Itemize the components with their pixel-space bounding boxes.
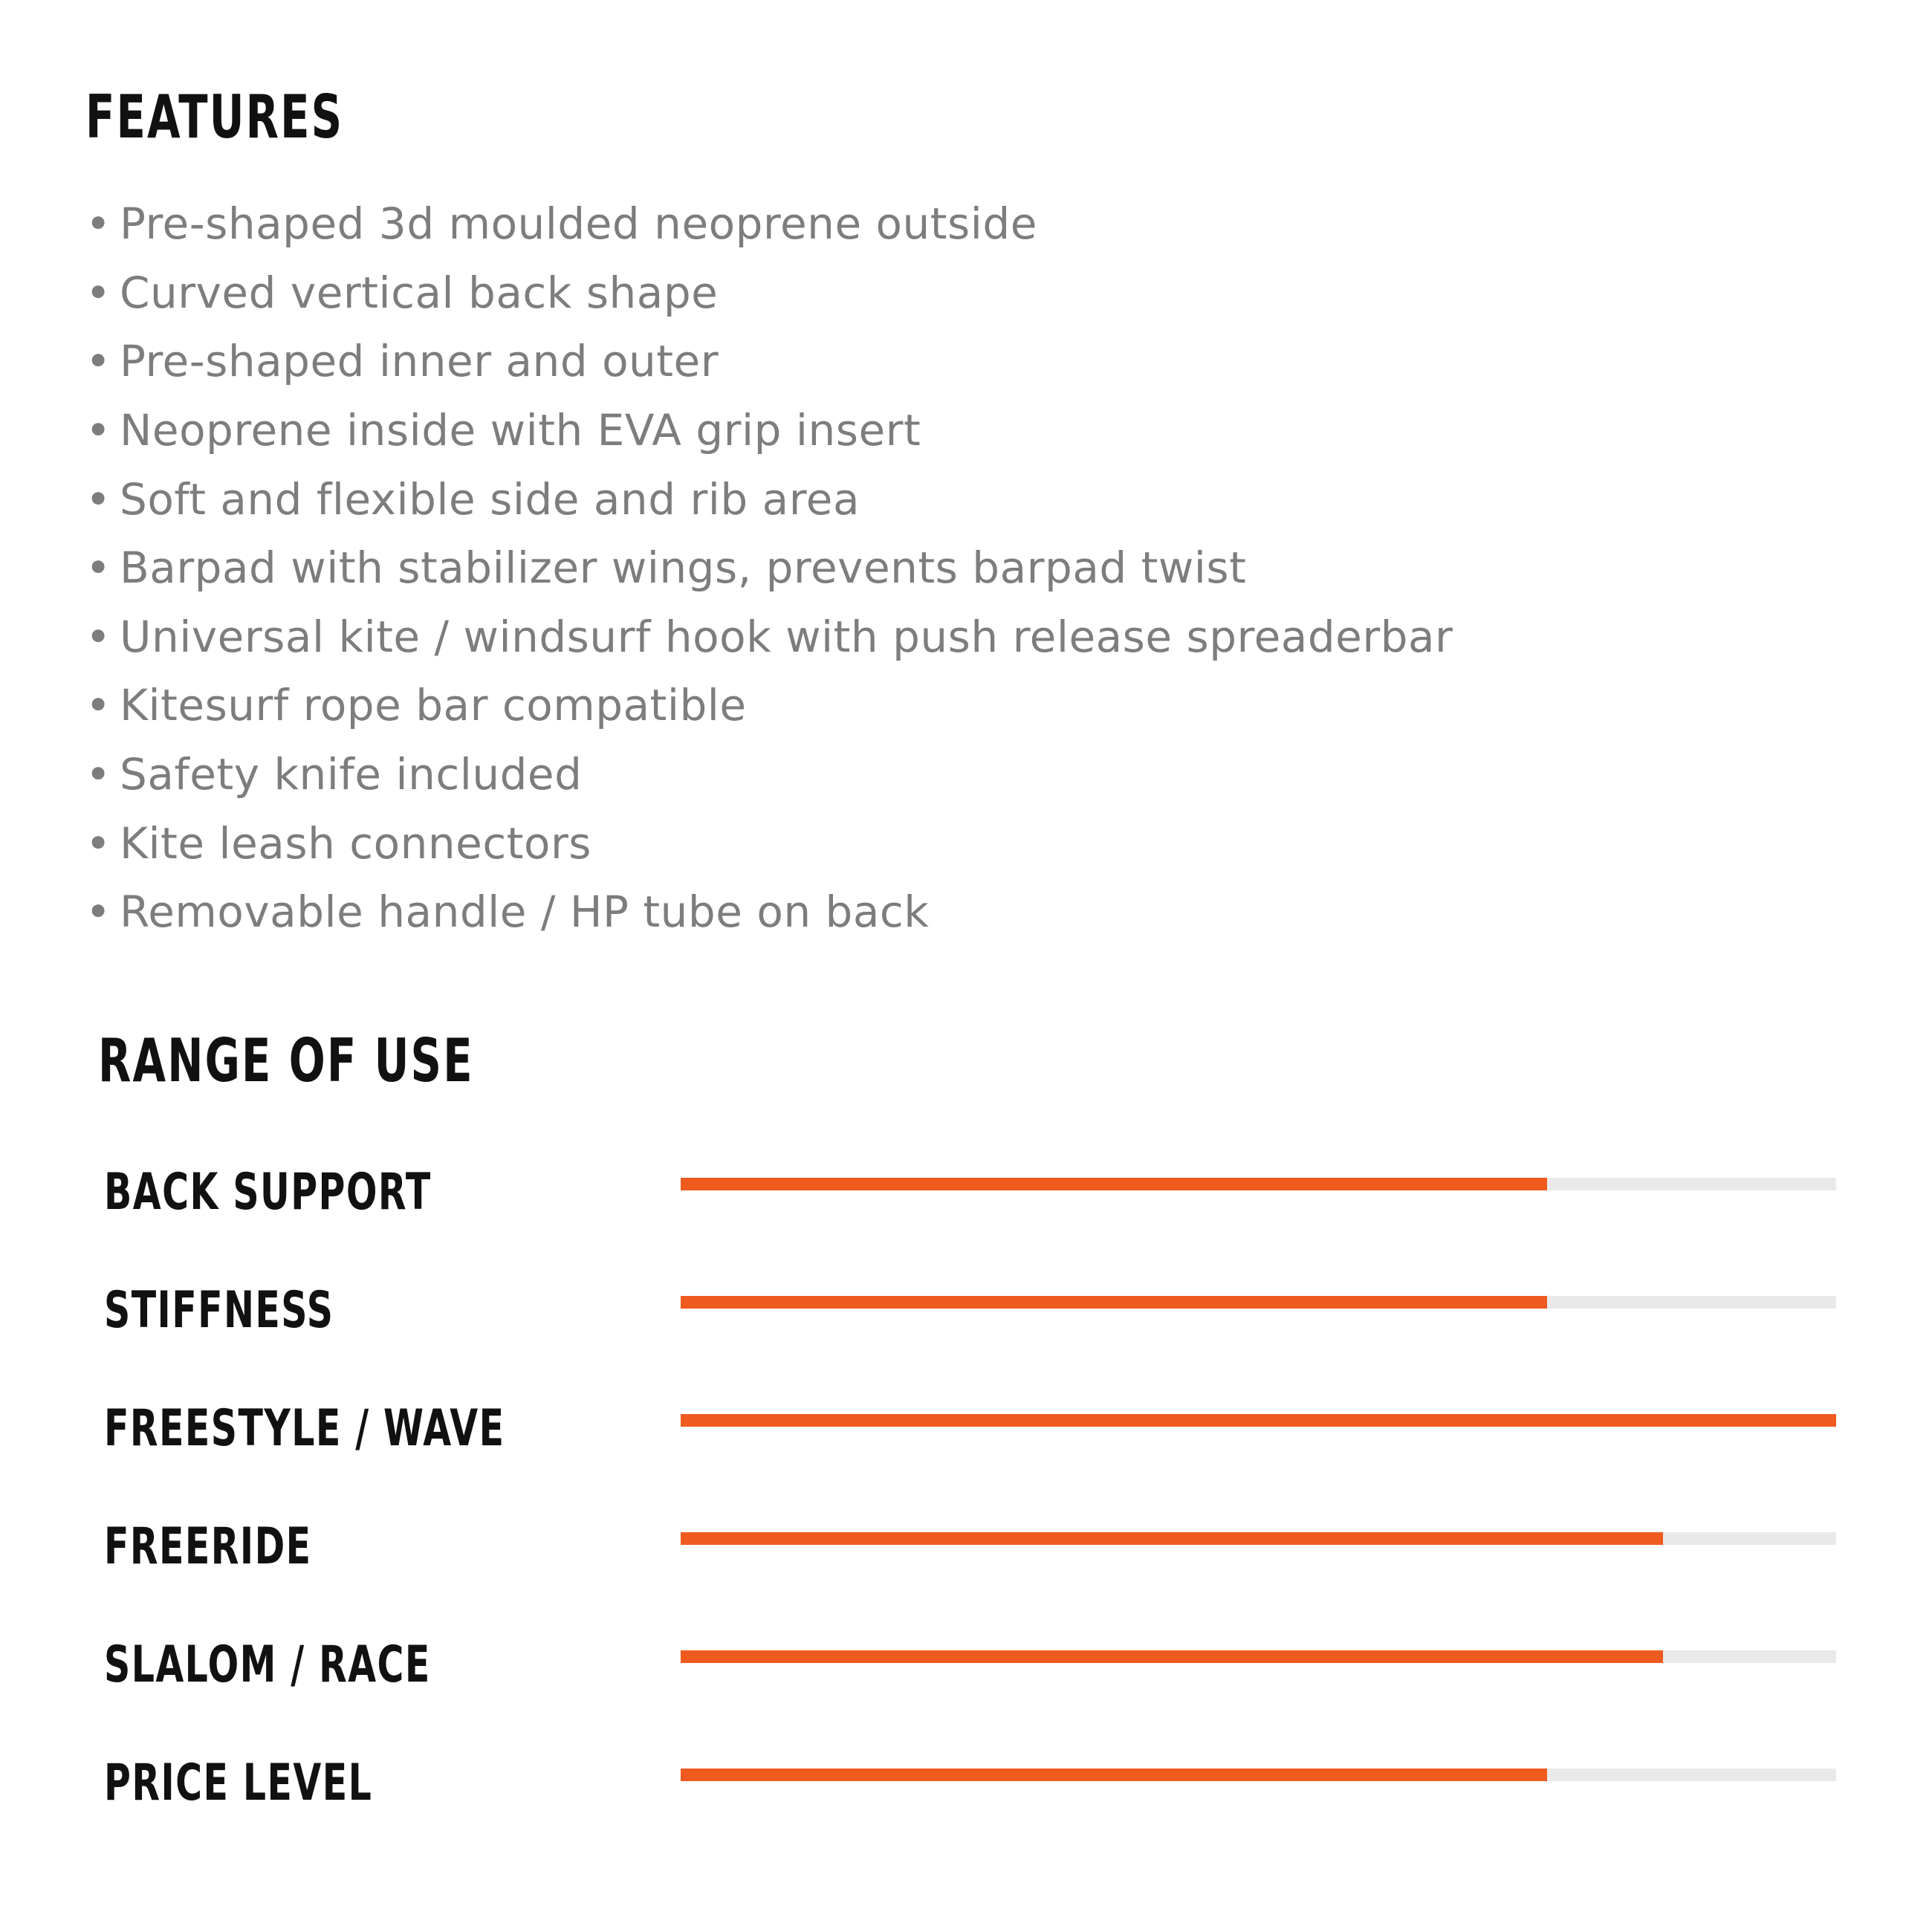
- range-row-freestyle-wave: [0, 1369, 1932, 1488]
- feature-text: Soft and flexible side and rib area: [120, 473, 860, 525]
- range-fill: [681, 1178, 1547, 1190]
- range-fill: [681, 1769, 1547, 1781]
- range-track: [681, 1296, 1836, 1309]
- range-track: [681, 1650, 1836, 1663]
- feature-text: Barpad with stabilizer wings, prevents barpad twist: [120, 542, 1247, 594]
- feature-text: Curved vertical back shape: [120, 267, 719, 318]
- feature-item: [85, 464, 1453, 534]
- feature-item: [85, 878, 1453, 947]
- bullet-icon: •: [85, 473, 111, 525]
- bullet-icon: •: [85, 542, 111, 594]
- bullet-icon: •: [85, 749, 111, 800]
- range-fill: [681, 1650, 1663, 1663]
- bullet-icon: •: [85, 405, 111, 456]
- feature-item: [85, 671, 1453, 740]
- feature-text: Neoprene inside with EVA grip insert: [120, 405, 921, 456]
- range-label: FREESTYLE / WAVE: [104, 1399, 505, 1458]
- feature-item: [85, 259, 1453, 328]
- feature-item: [85, 808, 1453, 878]
- range-fill: [681, 1532, 1663, 1545]
- feature-item: [85, 396, 1453, 465]
- range-row-slalom-race: [0, 1606, 1932, 1724]
- feature-item: [85, 534, 1453, 603]
- range-label: STIFFNESS: [104, 1281, 334, 1340]
- range-track: [681, 1414, 1836, 1427]
- feature-list: [85, 189, 1453, 947]
- bullet-icon: •: [85, 267, 111, 318]
- feature-text: Removable handle / HP tube on back: [120, 886, 930, 938]
- range-label: BACK SUPPORT: [104, 1163, 432, 1222]
- range-of-use-heading: RANGE OF USE: [98, 1026, 474, 1095]
- bullet-icon: •: [85, 611, 111, 662]
- bullet-icon: •: [85, 336, 111, 387]
- range-fill: [681, 1296, 1547, 1309]
- feature-item: [85, 327, 1453, 396]
- feature-text: Safety knife included: [120, 749, 583, 800]
- bullet-icon: •: [85, 680, 111, 731]
- features-heading: FEATURES: [85, 82, 344, 152]
- range-row-stiffness: [0, 1251, 1932, 1369]
- feature-text: Universal kite / windsurf hook with push release spreaderbar: [120, 611, 1453, 662]
- feature-item: [85, 740, 1453, 809]
- range-track: [681, 1532, 1836, 1545]
- range-label: FREERIDE: [104, 1517, 312, 1576]
- range-row-freeride: [0, 1488, 1932, 1606]
- feature-text: Pre-shaped inner and outer: [120, 336, 719, 387]
- feature-item: [85, 189, 1453, 259]
- feature-text: Kitesurf rope bar compatible: [120, 680, 747, 731]
- bullet-icon: •: [85, 886, 111, 938]
- range-label: PRICE LEVEL: [104, 1754, 373, 1812]
- range-fill: [681, 1414, 1836, 1427]
- feature-text: Kite leash connectors: [120, 817, 592, 869]
- bullet-icon: •: [85, 817, 111, 869]
- bullet-icon: •: [85, 198, 111, 250]
- feature-item: [85, 603, 1453, 672]
- range-track: [681, 1769, 1836, 1781]
- range-label: SLALOM / RACE: [104, 1636, 431, 1694]
- range-row-price-level: [0, 1724, 1932, 1842]
- range-of-use-list: [0, 1133, 1932, 1842]
- range-track: [681, 1178, 1836, 1190]
- feature-text: Pre-shaped 3d moulded neoprene outside: [120, 198, 1037, 250]
- range-row-back-support: [0, 1133, 1932, 1251]
